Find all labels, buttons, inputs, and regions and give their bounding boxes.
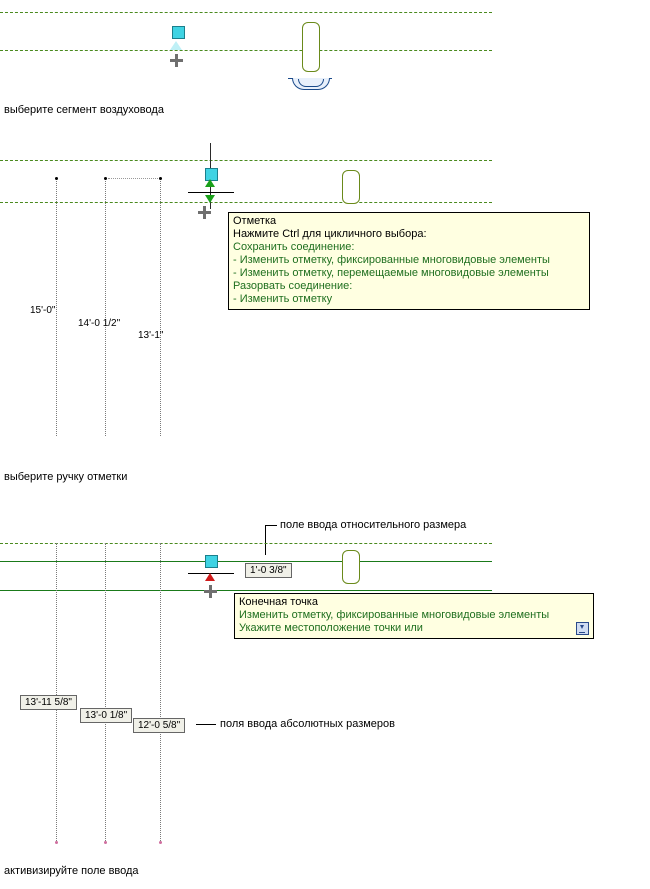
move-cursor-icon (170, 54, 183, 67)
absolute-size-input-3[interactable]: 12'-0 5/8" (133, 718, 185, 733)
tooltip-line-4[interactable]: - Изменить отметку (233, 293, 333, 305)
move-cursor-icon (204, 585, 217, 598)
guide-line-top (0, 543, 492, 544)
duct-elevation-handle[interactable] (205, 555, 218, 568)
guide-line-mid (0, 50, 492, 51)
step1-panel (0, 0, 650, 120)
relative-size-input[interactable]: 1'-0 3/8" (245, 563, 292, 578)
dimension-label-1: 15'-0" (30, 305, 56, 316)
dimension-label-3: 13'-1" (138, 330, 164, 341)
guide-line-top (0, 12, 492, 13)
reference-point-3 (159, 177, 162, 180)
duct-line-lower (0, 590, 492, 591)
step3-panel (0, 505, 650, 889)
elevation-up-arrow[interactable] (205, 179, 215, 187)
handle-tick (188, 192, 234, 193)
endpoint-tooltip (234, 593, 594, 639)
reference-point-2 (104, 177, 107, 180)
step1-caption: выберите сегмент воздуховода (4, 104, 164, 116)
relative-input-leader-vertical (265, 525, 266, 555)
tooltip-line-2[interactable]: - Изменить отметку, перемещаемые многовидовые элементы (233, 267, 549, 279)
duct-riser-icon (302, 22, 320, 72)
reference-line-2 (105, 543, 106, 843)
tooltip-line-3: Разорвать соединение: (233, 280, 353, 292)
tooltip-line-1[interactable]: - Изменить отметку, фиксированные многовидовые элементы (233, 254, 550, 266)
reference-line-1 (56, 543, 57, 843)
absolute-size-input-1[interactable]: 13'-11 5/8" (20, 695, 77, 710)
guide-line-top (0, 160, 492, 161)
relative-input-label: поле ввода относительного размера (280, 519, 467, 531)
reference-line-3 (160, 543, 161, 843)
duct-line-upper (0, 561, 492, 562)
elevation-down-arrow[interactable] (205, 195, 215, 203)
reference-connector (108, 178, 158, 179)
step2-panel (0, 140, 650, 490)
tooltip-line-1: Укажите местоположение точки или (239, 622, 423, 634)
duct-riser-icon (342, 170, 360, 204)
reference-point-3 (159, 841, 162, 844)
relative-input-leader (265, 525, 277, 526)
reference-line-2 (105, 178, 106, 436)
reference-point-2 (104, 841, 107, 844)
duct-riser-icon (342, 550, 360, 584)
reference-line-3 (160, 178, 161, 436)
tooltip-title: Отметка (233, 215, 277, 227)
download-arrow-icon[interactable] (576, 622, 589, 635)
tooltip-title: Конечная точка (239, 596, 318, 608)
guide-line-mid (0, 202, 492, 203)
dimension-label-2: 14'-0 1/2" (78, 318, 121, 329)
elevation-tooltip (228, 212, 590, 310)
absolute-input-label: поля ввода абсолютных размеров (220, 718, 396, 730)
tooltip-subtitle: Нажмите Ctrl для цикличного выбора: (233, 228, 427, 240)
duct-direction-triangle[interactable] (170, 41, 182, 50)
tooltip-line-0[interactable]: Изменить отметку, фиксированные многовидовые элементы (239, 609, 550, 621)
reference-line-1 (56, 178, 57, 436)
absolute-size-input-2[interactable]: 13'-0 1/8" (80, 708, 132, 723)
move-cursor-icon (198, 206, 211, 219)
tooltip-line-0: Сохранить соединение: (233, 241, 355, 253)
step2-caption: выберите ручку отметки (4, 471, 128, 483)
diffuser-icon (288, 68, 332, 90)
reference-point-1 (55, 841, 58, 844)
step3-caption: активизируйте поле ввода (4, 865, 139, 877)
absolute-input-leader (196, 724, 216, 725)
elevation-move-arrow[interactable] (205, 573, 215, 581)
duct-elevation-handle[interactable] (172, 26, 185, 39)
reference-point-1 (55, 177, 58, 180)
